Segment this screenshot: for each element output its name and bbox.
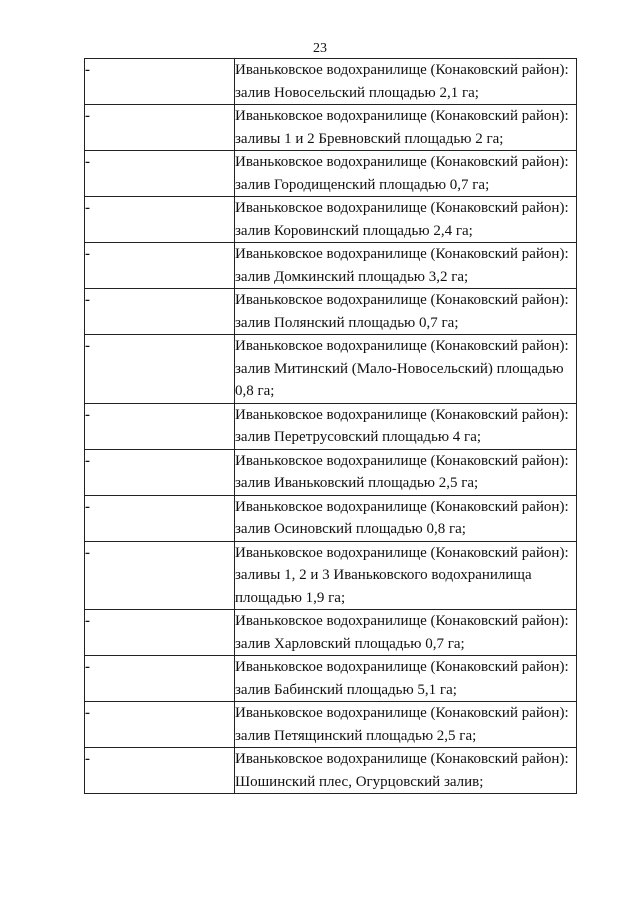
table-row xyxy=(85,495,577,541)
table-row xyxy=(85,656,577,702)
row-text: Иваньковское водохранилище (Конаковский район): залив Петящинский площадью 2,5 га; xyxy=(235,702,577,748)
row-text: Иваньковское водохранилище (Конаковский район): залив Домкинский площадью 3,2 га; xyxy=(235,243,577,289)
marker-cell xyxy=(85,243,235,289)
marker-cell xyxy=(85,335,235,404)
dash-marker: - xyxy=(85,200,90,216)
dash-marker: - xyxy=(85,544,90,561)
marker-cell xyxy=(85,541,235,610)
row-text: Иваньковское водохранилище (Конаковский район): залив Осиновский площадью 0,8 га; xyxy=(235,495,577,541)
dash-marker: - xyxy=(85,498,90,515)
row-text: Иваньковское водохранилище (Конаковский район): залив Городищенский площадью 0,7 га; xyxy=(235,151,577,197)
page-number: 23 xyxy=(313,41,327,56)
dash-marker: - xyxy=(85,292,90,308)
marker-cell xyxy=(85,702,235,748)
marker-cell xyxy=(85,610,235,656)
table-row xyxy=(85,59,577,105)
dash-marker: - xyxy=(85,246,90,262)
row-text: Иваньковское водохранилище (Конаковский район): залив Полянский площадью 0,7 га; xyxy=(235,289,577,335)
table-row xyxy=(85,197,577,243)
row-text: Иваньковское водохранилище (Конаковский район): заливы 1 и 2 Бревновский площадью 2 га; xyxy=(235,105,577,151)
dash-marker: - xyxy=(85,613,90,629)
row-text: Иваньковское водохранилище (Конаковский район): залив Бабинский площадью 5,1 га; xyxy=(235,656,577,702)
table-row xyxy=(85,335,577,404)
marker-cell xyxy=(85,151,235,197)
dash-marker: - xyxy=(85,406,90,423)
marker-cell xyxy=(85,449,235,495)
marker-cell xyxy=(85,403,235,449)
dash-marker: - xyxy=(85,659,90,675)
table-row xyxy=(85,105,577,151)
marker-cell xyxy=(85,59,235,105)
marker-cell xyxy=(85,748,235,794)
dash-marker: - xyxy=(85,452,90,469)
table-row xyxy=(85,541,577,610)
marker-cell xyxy=(85,656,235,702)
dash-marker: - xyxy=(85,705,90,721)
row-text: Иваньковское водохранилище (Конаковский район): залив Харловский площадью 0,7 га; xyxy=(235,610,577,656)
row-text: Иваньковское водохранилище (Конаковский район): залив Новосельский площадью 2,1 га; xyxy=(235,59,577,105)
table-row xyxy=(85,243,577,289)
dash-marker: - xyxy=(85,108,90,124)
table-row xyxy=(85,702,577,748)
dash-marker: - xyxy=(85,751,90,767)
table-row xyxy=(85,748,577,794)
table-row xyxy=(85,449,577,495)
dash-marker: - xyxy=(85,338,90,354)
document-table xyxy=(84,58,577,794)
row-text: Иваньковское водохранилище (Конаковский район): заливы 1, 2 и 3 Иваньковского водохранилища площадью 1,9 га; xyxy=(235,541,577,610)
marker-cell xyxy=(85,197,235,243)
row-text: Иваньковское водохранилище (Конаковский район): залив Иваньковский площадью 2,5 га; xyxy=(235,449,577,495)
dash-marker: - xyxy=(85,62,90,78)
row-text: Иваньковское водохранилище (Конаковский район): залив Коровинский площадью 2,4 га; xyxy=(235,197,577,243)
marker-cell xyxy=(85,495,235,541)
table-row xyxy=(85,403,577,449)
marker-cell xyxy=(85,289,235,335)
table-row xyxy=(85,151,577,197)
row-text: Иваньковское водохранилище (Конаковский район): Шошинский плес, Огурцовский залив; xyxy=(235,748,577,794)
dash-marker: - xyxy=(85,154,90,170)
table-row xyxy=(85,289,577,335)
row-text: Иваньковское водохранилище (Конаковский район): залив Митинский (Мало-Новосельский) площадью 0,8 га; xyxy=(235,335,577,404)
marker-cell xyxy=(85,105,235,151)
table-row xyxy=(85,610,577,656)
row-text: Иваньковское водохранилище (Конаковский район): залив Перетрусовский площадью 4 га; xyxy=(235,403,577,449)
